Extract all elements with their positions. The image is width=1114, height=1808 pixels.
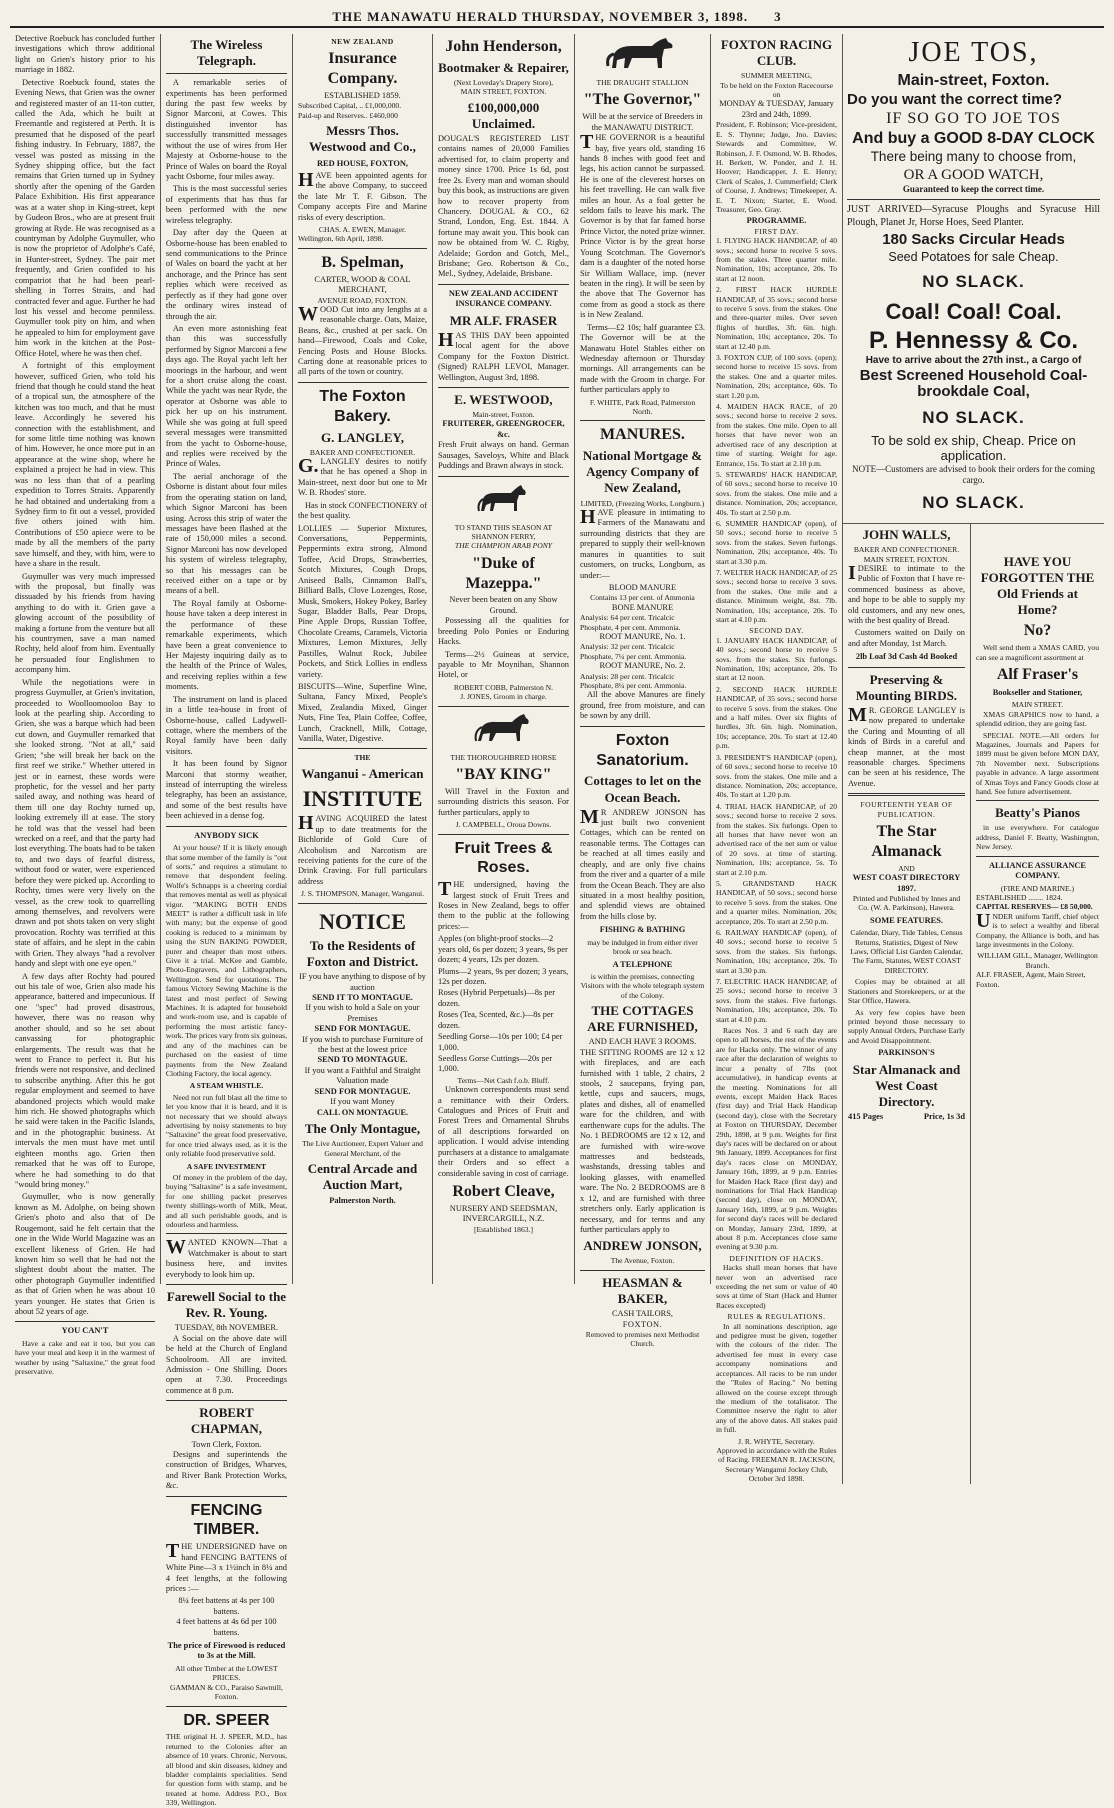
notice-line: SEND FOR MONTAGUE. xyxy=(314,1086,411,1096)
article-para: It has been found by Signor Marconi that stormy weather, instead of interrupting the wireless telegraphy, has been an assistance, and some of the best results have been achieved in a dense fog. xyxy=(165,759,287,821)
copies-text: Copies may be obtained at all Stationers and Storekeepers, or at the Star Office, Hawera. xyxy=(848,977,965,1006)
horse-illustration xyxy=(438,481,569,521)
insurance-paid: Paid-up and Reserves.. £460,000 xyxy=(297,110,398,120)
race: 4. TRIAL HACK HANDICAP, of 20 sovs.; second horse to receive 2 sovs. from the stakes. Six furlongs. Open to all horses that have never won an advertised race of the net sum or value of 20 sovs. at time of starting. Nomination, 10s; acceptance, 5s. To start at 2.10 p.m. xyxy=(716,801,837,877)
governor-terms: Terms—£2 10s; half guarantee £3. The Governor will be at the Manawatu Hotel Stables either on Wednesday afternoon or Thursday mornings. All arrangements can be made with the Groom in charge. For further particulars apply to xyxy=(579,322,705,395)
star-annual: Star Almanack and West Coast Directory. xyxy=(852,1061,961,1109)
governor-text: THE GOVERNOR is a beautiful bay, five years old, standing 16 hands 8 inches with good feet and legs, his action cannot be surpassed. He is one of the cleverest horses on his feet travelling. He can walk five miles an hour. As a foal getter he seldom fails to leave his mark. The Governor is by that far famed horse Prince Victor, the noted prize winner. Prince Victor is by the great horse Young Scotchman. The Governor's dam is a daughter of the noted horse Sir William Wallace, imp. (never beaten in the ring). It will be seen by the above that The Governor has come from as good a stock as there is in New Zealand. xyxy=(579,131,705,320)
langley-sub: BAKER AND CONFECTIONER. xyxy=(309,447,416,457)
story-para: Guymuller, who is now generally known as M. Adolphe, on being shown Grien's photo and also that of De Rougemont, said he felt certain that the one in the Wide World Magazine was an excellent likeness of Grien. He had known him so well that he had not the slightest doubt about the matter. The other photograph Guymuller indentified as that of Grien when he was about 10 years younger. He states that Grien is about 52 years of age. xyxy=(15,1192,155,1317)
farewell-date: TUESDAY, 8th NOVEMBER. xyxy=(174,1323,279,1333)
story-para: While the negotiations were in progress Guymuller, at Grien's invitation, proceeded to Woolloomooloo Bay to look at the pearling ship. According to Grien, she was a barque which had been cut down, and Guymuller remarked that she looked strong. "Not at all," said Grien; "she will break her back on the first reef we strike." Whether uttered in jest or in earnest, these words were prophetic, for the vessel and her party sailed away, and nothing was heard of them till one day Rochty turned up, looking extremely ill at ease. The story he told was that the vessel had been wrecked on a reef, and that the party had lost everything. The boats had to be taken to, and two days of fearful distress, without food or water, were experienced before they were picked up. According to Rochty, times were very lively on the vessel, as the crew took to quarrelling among themselves, and revolvers were drawn and pot shots taken on very slight provocation. Rochty was terrified at this state of affairs, and he slept in the cabin with Grien. They always "had a revolver handy and slept with one eye open." xyxy=(15,677,155,969)
beatty-heading: Beatty's Pianos xyxy=(995,805,1080,821)
notice-line: CALL ON MONTAGUE. xyxy=(316,1107,409,1117)
joe-title: JOE TOS, xyxy=(908,37,1039,68)
race: 2. FIRST HACK HURDLE HANDICAP, of 35 sovs.; second horse to receive 5 sovs. from the stakes. One and three-quarter miles. Over seven flights of hurdles, 3ft. 6in. high. Nomination, 10s; acceptance, 20s. To start at 12.40 p.m. xyxy=(716,285,837,351)
cottages-text: THE SITTING ROOMS are 12 x 12 with fireplaces, and are each furnished with 1 table, 2 chairs, 2 stools, 2 saucepans, frying pan, kettle, cups and saucers, mugs, plates and dishes, all of enamelled ware for the children, and with earthenware cups for the adults. The No. 1 BEDROOMS are 12 x 12, and are furnished with wire-wove mattresses and bedsteads, washstands, dressing tables and looking glasses, with enamelled ware. The No. 2 BEDROOMS are 8 x 12, and are furnished with three stretchers only. Early application is necessary, and for terms and any further particulars apply to xyxy=(579,1047,705,1234)
parkinson: PARKINSON'S xyxy=(878,1048,935,1058)
insurance-heading: Insurance Company. xyxy=(327,50,398,88)
trees-text2: Unknown correspondents must send a remittance with their Orders. Catalogues and Prices of Fruit and Forest Trees and Ornamental Shrubs of all descriptions forwarded on application. I would advise intending purchasers at a distance to amalgamate their Orders and so effect a considerable saving in cost of carriage. xyxy=(437,1085,569,1178)
race: 2. SECOND HACK HURDLE HANDICAP, of 35 sovs.; second horse to receive 5 sovs. from the stakes. One and a half miles. Over six flights of hurdles, 3ft. 6in. high. Nomination, 10s; acceptance, 20s. To start at 12.40 p.m. xyxy=(716,684,837,751)
manure-line: Analysis: 28 per cent. Tricalcic Phosphate, 8¼ per cent. Ammonia. xyxy=(579,671,687,691)
race: 6. SUMMER HANDICAP (open), of 50 sovs.; second horse to receive 5 sovs. from the stakes. Seven furlongs. Nomination, 20s; acceptance, 40s. To start at 3.30 p.m. xyxy=(716,518,837,566)
fruit-text: Fresh Fruit always on hand. German Sausages, Saveloys, White and Black Puddings and Brawn always in stock. xyxy=(437,440,569,471)
jonson-sub: The Avenue, Foxton. xyxy=(610,1256,675,1266)
governor-sig: F. WHITE, Park Road, Palmerston North. xyxy=(589,397,696,417)
blood-manure: BLOOD MANURE xyxy=(608,582,677,592)
joe-tos-ad xyxy=(843,34,1104,524)
farewell-heading: Farewell Social to the Rev. R. Young. xyxy=(166,1289,287,1321)
article-para: An even more astonishing feat than this was successfully performed by Signor Marconi a few days ago. The Royal yacht left her moorings in the harbour, and went for a short cruise along the coast. While the yacht was near Ryde, the operator at Osborne was able to pick her up on his instrument. While she was going at full speed several messages were transmitted from the yacht to Osborne-house, and replies were received by the Prince of Wales. xyxy=(165,323,287,469)
features-heading: SOME FEATURES. xyxy=(870,915,943,925)
horse-icon xyxy=(602,36,682,76)
story-para: Detective Roebuck has concluded further investigations which throw additional light on Grien's history prior to his marriage in 1882. xyxy=(15,34,155,75)
birds-heading: Preserving & Mounting BIRDS. xyxy=(855,671,958,703)
trees-text: THE undersigned, having the largest stock of Fruit Trees and Roses in New Zealand, begs to offer them to the public at the following prices:— xyxy=(437,878,569,931)
wanted-ad: WANTED KNOWN—That a Watchmaker is about to start business here, and invites everybody to look him up. xyxy=(165,1236,287,1279)
wanganui-heading: Wanganui - American xyxy=(301,765,424,781)
divider xyxy=(298,382,427,383)
mazeppa-heading: "Duke of Mazeppa." xyxy=(465,554,542,592)
trees-terms: Terms—Net Cash f.o.b. Bluff. xyxy=(457,1075,550,1085)
loaf-price: 2lb Loaf 3d Cash 4d Booked xyxy=(855,652,958,662)
divider xyxy=(438,284,569,285)
fraser-text: HAS THIS DAY been appointed local agent for the above Company for the Foxton District. (Signed) RALPH LEVOI, Manager. Wellington, August 3rd, 1898. xyxy=(437,328,569,382)
fraser-addr: MAIN STREET. xyxy=(1011,700,1064,710)
forgot-heading: HAVE YOU FORGOTTEN THE Old Friends at Home? xyxy=(980,553,1095,618)
notice-line: If you want Money xyxy=(330,1097,395,1107)
star-publisher: Printed and Published by Innes and Co. (W. A. Parkinson), Hawera. xyxy=(852,894,961,913)
right-block xyxy=(711,34,1104,1484)
no-heading: No? xyxy=(1023,622,1052,640)
ad-heading: A SAFE INVESTMENT xyxy=(186,1161,267,1171)
heasman-heading: HEASMAN & BAKER, xyxy=(602,1274,683,1306)
joe-heads: 180 Sacks Circular Heads xyxy=(882,231,1065,249)
westwood-text: HAVE been appointed agents for the above Company, to succeed the late Mr T. F. Gibson. The Company accepts Fire and Marine risks of every description. xyxy=(297,168,427,222)
fraser-sub: Bookseller and Stationer, xyxy=(992,687,1083,697)
heasman-addr: FOXTON. xyxy=(622,1319,663,1329)
sold-line: To be sold ex ship, Cheap. Price on application. xyxy=(871,432,1076,463)
nm-text: HAVE pleasure in intimating to Farmers of the Manawatu and surrounding districts that they are prepared to supply their well-known manures in quantities to suit customers, on trucks, Longburn, as under:— xyxy=(579,506,705,580)
manure-line: Analysis: 64 per cent. Tricalcic Phosphate, 4 per cent. Ammonia. xyxy=(579,613,681,632)
race: 7. WELTER HACK HANDICAP, of 25 sovs.; second horse to receive 3 sovs. from the stakes. One mile and a distance. Minimum weight, 8st. 7lb. Nomination, 10s; acceptance, 20s. To start at 4.10 p.m. xyxy=(716,567,837,625)
westwood-heading: Messrs Thos. Westwood and Co., xyxy=(309,123,416,155)
xmas-graphics: XMAS GRAPHICS now to hand, a splendid edition, they are going fast. xyxy=(976,709,1099,729)
ad-heading: YOU CAN'T xyxy=(61,1326,109,1336)
race: 6. RAILWAY HANDICAP (open), of 40 sovs.; second horse to receive 5 sovs. from the stakes. Six furlongs. Nomination, 10s; acceptance, 20s. To start at 3.30 p.m. xyxy=(716,928,837,975)
chapman-heading: ROBERT CHAPMAN, xyxy=(190,1405,263,1437)
columns xyxy=(10,34,1104,1808)
fencing-price: 4 feet battens at 4s 6d per 100 battens. xyxy=(176,1617,277,1637)
column-7 xyxy=(843,524,971,1484)
story-para: A fortnight of this employment however, sufficed Grien, who told his friend that though he could stand the heat of a tropical sun, the atmosphere of the kitchen was too much, and that he must leave. Accordingly he severed his connection with the establishment, and for some little time nothing was known of him. However, he once more put in an appearance at the wine shop, where he explained a project he had in view. This was no less than that of a pearling expedition to Torres Straits. Apparently he had obtained and undertaking from a Sydney firm to fit out a vessel, provided five others joined with him. Contributions of £50 apiece were to be made by all the members of the party save himself, and they, with him, were to have a share in the result. xyxy=(15,361,155,569)
cleave-est: [Established 1863.] xyxy=(473,1224,533,1234)
story-para: Detective Roebuck found, states the Evening News, that Grien was the owner and registered master of an 11-ton cutter, called the Ada, which he built at Freemantle and registered at Perth. It is presumed that he disposed of the pearl fishing industry. In February, 1887, the vessel was posted as missing in the Sydney shipping office, but the fact remains that Grien turned up in Sydney shortly after the opening of the Garden Palace Exhibition. His first appearance was at a water shop in King-street, kept by Gudeon Bros., who are at present fruit growing at Ryde. He was recognised as a countryman by Adolphe Guymuller, who is now the proprietor of Adolphe's Café, in Hunter-street, Sydney. The pair met frequently, and Grien confided to his compatriot that he had been pearl-shelling in Torres Straits, and had contracted fever and ague. Further he had lost his vessel and become penniless. Guymuller took pity on him, and when he appealed to him for employment gave him work in the kitchen at the Post-Office Hotel, where he was then chef. xyxy=(15,77,155,358)
notice-heading: NOTICE xyxy=(319,908,406,934)
ad-text: Of money in the problem of the day, buying "Saltaxine" is a safe investment, for one shilling packet preserves twenty shillings-worth of Milk, Meat, and all such perishable goods, and is odourless and harmless. xyxy=(165,1172,287,1230)
fencing-text: THE UNDERSIGNED have on hand FENCING BATTENS of White Pine—3 x 1½inch in 8¼ and 4 feet lengths, at the following prices :— xyxy=(165,1540,287,1593)
fruiterer: FRUITERER, GREENGROCER, &c. xyxy=(442,419,565,439)
column-8 xyxy=(971,524,1104,1484)
red-house: RED HOUSE, FOXTON, xyxy=(316,158,409,168)
unclaimed-heading: £100,000,000 Unclaimed. xyxy=(467,99,540,131)
manure-line: ROOT MANURE, No. 1. xyxy=(599,632,686,642)
no-slack: NO SLACK. xyxy=(922,407,1025,427)
farewell-text: A Social on the above date will be held at the Church of England Schoolroom. All are invited. Admission - One Shilling. Doors open at 7.30. Proceedings commence at 8 p.m. xyxy=(165,1333,287,1395)
lower-pair xyxy=(843,524,1104,1484)
alliance-sub: (FIRE AND MARINE.) xyxy=(1000,883,1075,893)
horse-icon xyxy=(473,481,533,521)
trees-heading: Fruit Trees & Roses. xyxy=(454,839,553,877)
best-coal: Best Screened Household Coal-brookdale Coal, xyxy=(859,366,1088,401)
joe-line1: Do you want the correct time? xyxy=(847,90,1063,108)
telephone-text: is within the premises, connecting Visitors with the whole telegraph system of the Colony. xyxy=(580,971,705,1000)
manure-line: Contains 13 per cent. of Ammonia xyxy=(590,593,695,603)
cleave-sub: NURSERY AND SEEDSMAN, xyxy=(449,1203,558,1213)
secretary-sig: J. R. WHYTE, Secretary. xyxy=(738,1436,815,1446)
ewen-sig: CHAS. A. EWEN, Manager. xyxy=(318,225,407,235)
mazeppa-sub: THE CHAMPION ARAB PONY xyxy=(454,541,553,551)
list-item: Plums—2 years, 9s per dozen; 3 years, 12s per dozen. xyxy=(437,966,569,986)
story-para: A few days after Rochty had poured out his tale of woe, Grien also made his appearance, battered and impecunious. If one "spec" had proved disastrous, however, there was no reason why another should, and so he set about canvassing for photographic enlargements. The result was that he went to France to perfect it. But his friends were not responsive, and declined to subscribe anything. After this he got regular employment and seemed to have abandoned projects which would make him rich. He showed photographs which he said were taken in the Pacific Islands, and in the photographic business. At intervals the men must have met until eighteen months ago. Grien then remarked that he was off to Europe, where he had something to do that "would bring money." xyxy=(15,971,155,1189)
second-day: SECOND DAY. xyxy=(749,626,804,636)
wcd-heading: WEST COAST DIRECTORY 1897. xyxy=(852,873,961,893)
henderson-heading: John Henderson, xyxy=(445,38,562,55)
notice-line: If you wish to hold a Sale on your Premises xyxy=(305,1003,420,1023)
column-4 xyxy=(433,34,575,1284)
mazeppa-terms: Terms—2½ Guineas at service, payable to Mr Moynihan, Shannon Hotel, or xyxy=(437,649,569,680)
joe-line6: Guaranteed to keep the correct time. xyxy=(902,184,1045,195)
article-para: This is the most successful series of experiments that has thus far been performed with the new wireless telegraphy. xyxy=(165,184,287,225)
montague-sub: The Live Auctioneer, Expert Valuer and General Merchant, of the xyxy=(301,1139,423,1158)
meeting-text: To be held on the Foxton Racecourse on xyxy=(720,80,833,100)
bayking-sig: J. CAMPBELL, Oroua Downs. xyxy=(455,820,552,830)
race: 1. JANUARY HACK HANDICAP, of 40 sovs.; second horse to receive 5 sovs. from the stakes. Six furlongs. Nomination, 10s; acceptance, 20s. To start at 12 noon. xyxy=(716,635,837,683)
timber-notice: All other Timber at the LOWEST PRICES. xyxy=(175,1663,278,1683)
divider xyxy=(438,476,569,477)
divider xyxy=(848,793,965,796)
montague-heading: The Only Montague, xyxy=(304,1120,421,1136)
accident-heading: NEW ZEALAND ACCIDENT INSURANCE COMPANY. xyxy=(448,288,559,309)
column-5 xyxy=(575,34,711,1349)
bayking-intro: THE THOROUGHBRED HORSE xyxy=(450,752,557,762)
heasman-sub: CASH TAILORS, xyxy=(611,1309,674,1319)
programme: PROGRAMME. xyxy=(746,216,807,226)
firewood-notice: The price of Firewood is reduced to 3s at the Mill. xyxy=(167,1641,286,1661)
trees-list xyxy=(438,934,569,1074)
sanatorium-sub: Cottages to let on the Ocean Beach. xyxy=(583,773,701,805)
langley-text: G.LANGLEY desires to notify that he has opened a Shop in Main-street, next door but one to Mr W. B. Rhodes' store. xyxy=(297,455,427,498)
advertisers-text: As very few copies have been printed beyond those necessary to supply Annual Orders, Purchase Early and Avoid Disappointment. xyxy=(848,1007,965,1045)
henderson-street: MAIN STREET, FOXTON. xyxy=(460,87,547,97)
definition-heading: DEFINITION OF HACKS. xyxy=(729,1253,824,1263)
langley-stock: Has in stock CONFECTIONERY of the best quality. xyxy=(297,500,427,521)
officials: President, F. Robinson; Vice-president, E. S. Thynne; Judge, Jno. Davies; Stewards and Committee, W. Robinson, J. F. Osmond, W. B. Rhodes, H. Berkett, W. Ponder, and J. H. Hoover; Handicapper, J. E. Henry; Clerk of Scales, J. Cummerfield; Clerk of Course, J. Andrews; Timekeeper, A. E. T. Nixon; Starter, E. Wood. Treasurer, Geo. Gray. xyxy=(716,120,837,214)
chapman-sub: Town Clerk, Foxton. xyxy=(191,1439,262,1449)
mazeppa-sig: ROBERT COBB, Palmerston N. xyxy=(453,682,554,692)
ad-text: Have a cake and eat it too, but you can have your meal and keep it in the warmest of weather by using "Saltaxine," the great food preservative. xyxy=(15,1338,155,1377)
right-pair xyxy=(843,34,1104,1484)
walls-text: IDESIRE to intimate to the Public of Foxton that I have re-commenced business as above, and hope to be able to supply my old customers, and any new ones, with the best quality of Bread. xyxy=(848,561,965,626)
cleave-addr: INVERCARGILL, N.Z. xyxy=(462,1214,545,1224)
ewen-date: Wellington, 6th April, 1898. xyxy=(297,234,384,244)
biscuits-list: BISCUITS—Wine, Superfine Wine, Sultana, Fancy Mixed, People's Mixed, Zealandia Mixed, Ginger Nuts, Fine Tea, Plain Coffee, Coffee, Lunch, Cracknell, Milk, Cottage, Vanilla, Water, Digestive. xyxy=(297,681,427,744)
notice-line: SEND IT TO MONTAGUE. xyxy=(312,992,413,1002)
stallion-illustration xyxy=(580,36,705,76)
cottages-sub: AND EACH HAVE 3 ROOMS. xyxy=(588,1037,697,1047)
fraser-agent: ALF. FRASER, Agent, Main Street, Foxton. xyxy=(976,970,1086,989)
alliance-heading: ALLIANCE ASSURANCE COMPANY. xyxy=(988,860,1087,881)
divider xyxy=(298,248,427,249)
birds-text: MR. GEORGE LANGLEY is now prepared to undertake the Curing and Mounting of all kinds of Birds in a careful and cheap manner, at the most reasonable charges. Specimens can be seen at his residence, The Avenue. xyxy=(848,703,965,788)
notice-line: SEND FOR MONTAGUE. xyxy=(314,1024,411,1034)
notice-line: SEND TO MONTAGUE. xyxy=(317,1055,408,1065)
alliance-text: UNDER uniform Tariff, chief object is to select a wealthy and liberal Company, the Alliance is both, and has large investments in the Colony. xyxy=(976,909,1099,949)
palmerston: Palmerston North. xyxy=(329,1196,396,1206)
central-arcade: Central Arcade and Auction Mart, xyxy=(307,1160,418,1193)
stallion-intro: THE DRAUGHT STALLION xyxy=(596,78,689,87)
ad-heading: A STEAM WHISTLE. xyxy=(189,1081,264,1091)
star-intro: FOURTEENTH YEAR OF PUBLICATION. xyxy=(860,800,953,819)
henderson-sub: Bootmaker & Repairer, xyxy=(438,59,569,75)
list-item: Roses (Tea, Scented, &c.)—8s per dozen. xyxy=(437,1010,554,1030)
divider xyxy=(580,726,705,727)
list-item: Apples (on blight-proof stocks—2 years old, 6s per dozen; 3 years, 9s per dozen; 4 years, 12s per dozen. xyxy=(437,934,568,965)
dougal-text: DOUGAL'S REGISTERED LIST contains names of 20,000 Families advertised for, to claim property and money since 1700. Price 1s 6d, post free 2s. Every man and woman should buy this book, as instructions are given how to recover property from Chancery. DOUGAL & CO., 62 Strand, London, Eng. Est. 1844. A fortune may await you. This book can now be obtained from W. C. Rigby, Adelaide; Gordon and Gotch, Mel., Brisbane; Geo. Robertson & Co., Mel., Sydney, Adelaide, Brisbane. xyxy=(437,133,569,279)
divider xyxy=(580,420,705,421)
walls-text2: Customers waited on Daily on and after Monday, 1st March. xyxy=(848,628,965,648)
divider xyxy=(298,748,427,749)
the-label: THE xyxy=(354,753,371,763)
list-item: Seedling Gorse—10s per 100; £4 per 1,000. xyxy=(437,1032,563,1052)
gill-sig: WILLIAM GILL, Manager, Wellington Branch. xyxy=(977,951,1098,970)
chapman-text: Designs and superintends the construction of Bridges, Wharves, and River Bank Protection Works, &c. xyxy=(165,1449,287,1491)
page-count: 415 Pages xyxy=(848,1111,884,1121)
joe-line2: IF SO GO TO JOE TOS xyxy=(886,110,1061,128)
divider xyxy=(976,856,1099,857)
fraser-shop: Alf Fraser's xyxy=(996,666,1079,684)
fishing-heading: FISHING & BATHING xyxy=(599,925,686,935)
hennessy-heading: P. Hennessy & Co. xyxy=(869,326,1078,354)
nm-sub: LIMITED, (Freezing Works, Longburn.) xyxy=(580,498,705,508)
first-day: FIRST DAY. xyxy=(754,226,799,236)
notice-line: If you want a Faithful and Straight Valuation made xyxy=(304,1065,421,1086)
fencing-price: 8¼ feet battens at 4s per 100 battens. xyxy=(178,1596,275,1616)
governor-sub: Will be at the service of Breeders in the MANAWATU DISTRICT. xyxy=(582,112,703,132)
divider xyxy=(848,667,965,668)
article-heading: The Wireless Telegraph. xyxy=(190,37,263,69)
speer-heading: DR. SPEER xyxy=(183,1711,270,1729)
notice-line: If you wish to purchase Furniture of the best at the lowest price xyxy=(302,1034,423,1055)
joe-line4: There being many to choose from, xyxy=(870,148,1077,164)
westwood2-sub: Main-street, Foxton. xyxy=(472,410,535,420)
divider xyxy=(976,800,1099,801)
article-para: The Royal family at Osborne-house have taken a deep interest in the performance of these remarkable experiments, which have been a great convenience to Her Majesty inquiring daily as to the health of the Prince of Wales, and receiving replies within a few moments. xyxy=(165,598,287,692)
column-1 xyxy=(10,34,161,1377)
westwood2-heading: E. WESTWOOD, xyxy=(454,391,553,407)
joe-street: Main-street, Foxton. xyxy=(897,71,1050,89)
article-para: The aerial anchorage of the Osborne is distant about four miles from the operating station on land, which Signor Marconi has been using. Across this strip of water the messages have been flashed at the rate of 150,000 miles a second. Signor Marconi has now developed his system of wireless telegraphy, so that his messages can be received either on a tape or by means of a bell. xyxy=(165,471,287,596)
mazeppa-groom: J. JONES, Groom in charge. xyxy=(460,692,547,702)
divider xyxy=(166,1496,287,1497)
joe-arrived: JUST ARRIVED—Syracuse Ploughs and Syracuse Hill Plough, Planet Jr, Horse Hoes, Seed Planter. xyxy=(847,204,1100,228)
meeting: SUMMER MEETING, xyxy=(741,71,812,81)
capital: CAPITAL RESERVES— £8 50,000. xyxy=(976,902,1093,912)
divider xyxy=(847,199,1100,200)
heasman-text: Removed to premises next Methodist Church. xyxy=(585,1329,700,1349)
langley-heading: G. LANGLEY, xyxy=(321,429,404,445)
gamman-sig: GAMMAN & CO., Paraiso Sawmill, Foxton. xyxy=(170,1682,283,1702)
special-note: SPECIAL NOTE.—All orders for Magazines, Journals and Papers for 1899 must be given before MON DAY, 7th November next. Subscriptions payable in advance. A large assortment of Xmas Toys and Fancy Goods close at hand. See future advertisement. xyxy=(976,730,1099,796)
walls-sub: BAKER AND CONFECTIONER. xyxy=(853,545,960,555)
features-text: Calendar, Diary, Tide Tables, Census Returns, Statistics, Digest of New Laws, Official List Garden Calendar, The Farm, Statutes, WEST COAST DIRECTORY. xyxy=(850,928,963,975)
fraser-heading: MR ALF. FRASER xyxy=(449,312,558,328)
divider xyxy=(166,1233,287,1234)
note-line: NOTE—Customers are advised to book their orders for the coming cargo. xyxy=(852,463,1095,485)
divider xyxy=(166,1400,287,1401)
race: 5. STEWARDS' HACK HANDICAP, of 60 sovs.; second horse to receive 10 sovs. from the stakes. One mile and a distance. Nomination, 20s; acceptance, 40s. To start at 2.50 p.m. xyxy=(716,469,837,517)
rules-text: In all nominations description, age and pedigree must be given, together with the colours of the rider. The advertised fee must in every case accompany nominations and acceptances. All races to be run under the "Rules of Racing." No betting allowed on the course except through the medium of the totalisator. The Committee reserve the right to alter any of the above dates. All stakes paid in full. xyxy=(716,1321,837,1435)
divider xyxy=(438,834,569,835)
star-and: AND xyxy=(898,863,915,873)
race: 7. ELECTRIC HACK HANDICAP, of 25 sovs.; second horse to receive 3 sovs. from the stakes. Five furlongs. Nomination, 10s; acceptance, 20s. To start at 4.10 p.m. xyxy=(716,977,837,1024)
approval: Approved in accordance with the Rules of Racing. FREEMAN R. JACKSON, Secretary Wanganui Jockey Club, October 3rd 1898. xyxy=(716,1445,837,1484)
institute-heading: INSTITUTE xyxy=(302,785,423,811)
bakery-heading: The Foxton Bakery. xyxy=(319,387,406,425)
race-notes: Races Nos. 3 and 6 each day are open to all horses, the rest of the events are for Hacks only. The winner of any race after the declaration of weights to incur a penalty of 7lbs (not accumulative), in handicap events at the meeting. Nominations for all events, except Maiden Hack Races (first day) and Trial Hack Handicap (second day), close with the Secretary at Foxton on THURSDAY, December 29th, 1898, at 9 p.m. Weights for first day's races will be declared on or about 9th January, 1899. Acceptances for first day's races close on MONDAY, January 16th, 1899, at 9 p.m. Entries for Maiden Hack Race (first day) and nominations for Trial Hack Handicap (second day), close on MONDAY, January 16th, 1899, at 9 p.m. Weights for second day's races will be declared on Monday, January 23rd, 1899, at about 8 p.m. Acceptances close same evening at 9.30 p.m. xyxy=(716,1026,837,1252)
price: Price, 1s 3d xyxy=(923,1111,965,1121)
manure-line: ROOT MANURE, No. 2. xyxy=(599,661,686,671)
xmas-text: Well send them a XMAS CARD, you can see a magnificent assortment at xyxy=(976,643,1099,662)
no-slack: NO SLACK. xyxy=(922,492,1025,512)
divider xyxy=(166,1284,287,1285)
divider xyxy=(298,903,427,904)
telephone-heading: A TELEPHONE xyxy=(612,959,673,969)
column-3 xyxy=(293,34,433,1284)
speer-text: THE original H. J. SPEER, M.D., has returned to the Colonies after an absence of 10 years. Chronic, Nervous, all blood and skin diseases, kidney and bladder complaints specialities. Send for question form with stamp, and be treated at home. Address P.O., Box 339, Wellington. xyxy=(165,1732,287,1808)
masthead-title: THE MANAWATU HERALD THURSDAY, NOVEMBER 3, 1898. xyxy=(332,9,749,24)
spelman-text: WOOD Cut into any lengths at a reasonable charge. Oats, Maize, Beans, &c., crushed at per sack. On hand—Firewood, Coals and Coke, Fencing Posts and House Blocks. Carting done at reasonable prices to all parts of the town or country. xyxy=(297,302,427,377)
article-para: Day after day the Queen at Osborne-house has been enabled to send communications to the Prince of Wales on board the yacht at her anchorage, and the Prince has sent replies which were received as perfectly as if they had gone over the ordinary wires instead of through the air. xyxy=(165,228,287,321)
nm-heading: National Mortgage & Agency Company of New Zealand, xyxy=(582,448,703,496)
manures-heading: MANURES. xyxy=(600,426,685,444)
mazeppa-text2: Possessing all the qualities for breeding Polo Ponies or Enduring Hacks. xyxy=(437,616,569,647)
divider xyxy=(166,1706,287,1707)
horse-illustration xyxy=(438,711,569,751)
walls-addr: MAIN STREET, FOXTON. xyxy=(863,554,950,564)
star-heading: The Star Almanack xyxy=(871,823,942,860)
definition-text: Hacks shall mean horses that have never won an advertised race exceeding the net sum or value of 40 sovs at time of Start (Hack and Hunter Races excepted) xyxy=(716,1263,837,1310)
manure-note: All the above Manures are finely ground, free from moisture, and can be sown by any drill. xyxy=(579,690,705,721)
fishing-text: may be indulged in from either river brook or sea beach. xyxy=(587,937,698,957)
star-footer xyxy=(848,1112,965,1122)
no-slack: NO SLACK. xyxy=(922,272,1025,292)
notice-line: IF you have anything to dispose of by auction xyxy=(299,972,426,992)
manure-line: BONE MANURE xyxy=(611,602,674,612)
mazeppa-intro: TO STAND THIS SEASON AT SHANNON FERRY, xyxy=(454,522,553,541)
established: ESTABLISHED ........ 1824. xyxy=(976,892,1063,902)
race: 1. FLYING HACK HANDICAP, of 40 sovs.; second horse to receive 5 sovs. from the stakes. Three quarter mile. Nomination, 10s; acceptance, 20s. To start at 12 noon. xyxy=(716,236,837,283)
joe-line3: And buy a GOOD 8-DAY CLOCK xyxy=(852,129,1095,147)
column-2 xyxy=(161,34,293,1808)
institute-text: HAVING ACQUIRED the latest up to date treatments for the Bichloride of Gold Cure of Alcoholism and Narcotism are receiving patients for the cure of the Drink Craving. For full particulars address xyxy=(297,812,427,886)
divider xyxy=(166,826,287,827)
bayking-heading: "BAY KING" xyxy=(455,766,552,784)
page-number: 3 xyxy=(774,9,782,24)
jonson-heading: ANDREW JONSON, xyxy=(583,1238,702,1254)
meeting-dates: MONDAY & TUESDAY, January 23rd and 24th, 1899. xyxy=(719,99,834,119)
horse-icon xyxy=(468,711,538,751)
ad-heading: ANYBODY SICK xyxy=(194,830,259,840)
joe-line5: OR A GOOD WATCH, xyxy=(903,166,1044,183)
race: 3. FOXTON CUP, of 100 sovs. (open); second horse to receive 15 sovs. from the stakes. One and a quarter miles. Nomination, 20s; acceptance, 60s. To start 1.20 p.m. xyxy=(716,353,837,400)
race: 3. PRESIDENT'S HANDICAP (open), of 60 sovs.; second horse to receive 10 sovs. from the stakes. One mile and a distance. Nomination, 20s; acceptance, 40s. To start at 1.20 p.m. xyxy=(716,752,837,800)
column-6 xyxy=(711,34,843,1484)
list-item: Seedless Gorse Cuttings—20s per 1,000. xyxy=(437,1053,553,1074)
coal-heading: Coal! Coal! Coal. xyxy=(885,299,1062,325)
lollies-list: LOLLIES — Superior Mixtures, Conversations, Peppermints, Peppermints extra strong, Almond Toffee, Acid Drops, Strawberries, Scotch Mixtures, Cough Drops, Aniseed Balls, Cinnamon Ball's, Billiard Balls, Clove Lozenges, Rose, Musk, Smokers, Hokey Pokey, Barley Sugar, Bladder Balls, Pear Drops, Pine Apple Drops, Russian Toffee, Chocolate Creams, Caramels, Victoria Mixtures, Lemon Mixtures, Jelly Pastilles, Walnut Rock, Jubilee Pockets, and Stick Lollies in endless variety. xyxy=(297,523,427,679)
divider xyxy=(580,1270,705,1271)
masthead xyxy=(10,8,1104,28)
divider xyxy=(166,73,287,74)
spelman-heading: B. Spelman, xyxy=(321,253,404,271)
sanatorium-text: MR ANDREW JONSON has just built two convenient Cottages, which can be rented on reasonable terms. The Cottages can be reached at all times easily and cheaply, and are only five chains from the river and a quarter of a mile from the Ocean Beach. They are also situated in a most healthy position, and splendid views are obtained from the hills close by. xyxy=(579,805,705,921)
insurance-capital: Subscribed Capital, .. £1,000,000. xyxy=(297,101,402,111)
beatty-text: in use everywhere. For catalogue address, Daniel F. Beatty, Washington, New Jersey. xyxy=(976,823,1099,852)
divider xyxy=(438,387,569,388)
insurance-est: ESTABLISHED 1859. xyxy=(324,91,401,101)
notice-sub: To the Residents of Foxton and District. xyxy=(306,937,419,969)
race: 4. MAIDEN HACK RACE, of 20 sovs.; second horse to receive 2 sovs. from the stakes. One mile. Open to all horses that have never won an advertised race of any description at time of starting. Weight for age. Entrance, 15s. To start at 2.10 p.m. xyxy=(716,402,837,468)
racing-club-heading: FOXTON RACING CLUB. xyxy=(720,37,833,69)
ad-text: At your house? If it is likely enough that some member of the family is "out of sorts," and requires a stimulant to remove that despondent feeling. Wolfe's Schnapps is a cheering cordial that removes mental as well as physical vigor. "MAKING BOTH ENDS MEET" is rather a difficult task in life with many; but the expense of good cooking is reduced to a minimum by using the SUN BAKING POWDER, purer and cheaper than most others. Give it a trial. McKee and Gamble, Photo-Engravers, and Lithographers, Wellington. Send for quotations. The famous Victory Sewing Machine is the latest and most perfect of Sewing Machines. It is adapted for household and work-room use, and is capable of performing the most artistic fancy-work. The prices vary from six guineas, and any of the machines can be purchased on the easiest of time payments from the New Zealand Clothing Factory, the local agency. xyxy=(165,843,287,1078)
arrive-line: Have to arrive about the 27th inst., a Cargo of xyxy=(865,355,1082,367)
spelman-sub: CARTER, WOOD & COAL MERCHANT, xyxy=(314,274,411,295)
fencing-heading: FENCING TIMBER. xyxy=(190,1501,263,1539)
list-item: Roses (Hybrid Perpetuals)—8s per dozen. xyxy=(437,988,555,1008)
article-para: A remarkable series of experiments has been performed during the past few weeks by Signor Marconi, at Cowes. This distinguished inventor has successfully transmitted messages without the use of wires from Her Majesty at Osborne-house to the Prince of Wales on board the Royal yacht Osborne, four miles away. xyxy=(165,78,287,182)
ad-text: Need not run full blast all the time to let you know that it is heard, and it is not necessary that we should always advertising by noisy statements to buy "Saltaxine" the great food preservative, for once tried always used, as it is the only reliable food preservative sold. xyxy=(165,1092,287,1159)
cottages-heading: THE COTTAGES ARE FURNISHED, xyxy=(587,1003,698,1035)
institute-sig: J. S. THOMPSON, Manager, Wanganui. xyxy=(300,889,424,899)
divider xyxy=(438,706,569,707)
rules-heading: RULES & REGULATIONS. xyxy=(727,1312,826,1322)
spelman-addr: AVENUE ROAD, FOXTON. xyxy=(317,295,408,305)
henderson-addr: (Next Loveday's Drapery Store), xyxy=(453,77,554,87)
mazeppa-text: Never been beaten on any Show Ground. xyxy=(449,595,558,615)
divider xyxy=(15,1321,155,1322)
story-para: Guymuller was very much impressed with the proposal, but finally was dissuaded by his friends from having anything to do with it. Grien gave a glowing account of the possibility of making a fortune from the venture but all his countrymen, save a man named Rochty, held aloof from him. Eventually he persuaded four Englishmen to accompany him. xyxy=(15,571,155,675)
joe-seed: Seed Potatoes for sale Cheap. xyxy=(888,249,1059,264)
governor-heading: "The Governor," xyxy=(583,91,702,109)
manure-line: Analysis: 32 per cent. Tricalcic Phosphate, 7¼ per cent. Ammonia. xyxy=(579,642,687,661)
article-para: The instrument on land is placed in a little tea-house in front of Osborne-house, called Ladywell-cottage, where the members of the Royal family have been daily visitors. xyxy=(165,694,287,756)
cleave-heading: Robert Cleave, xyxy=(452,1182,555,1200)
sanatorium-heading: Foxton Sanatorium. xyxy=(596,731,689,769)
nz-heading: NEW ZEALAND xyxy=(331,37,394,46)
walls-heading: JOHN WALLS, xyxy=(862,526,951,542)
race: 5. GRANDSTAND HACK HANDICAP, of 50 sovs.; second horse to receive 5 sovs. from the stakes. One and a quarter miles. Nomination, 20s; acceptance, 20s. To start at 2.50 p.m. xyxy=(716,878,837,926)
bayking-text: Will Travel in the Foxton and surrounding districts this season. For further particulars, apply to xyxy=(437,786,569,817)
